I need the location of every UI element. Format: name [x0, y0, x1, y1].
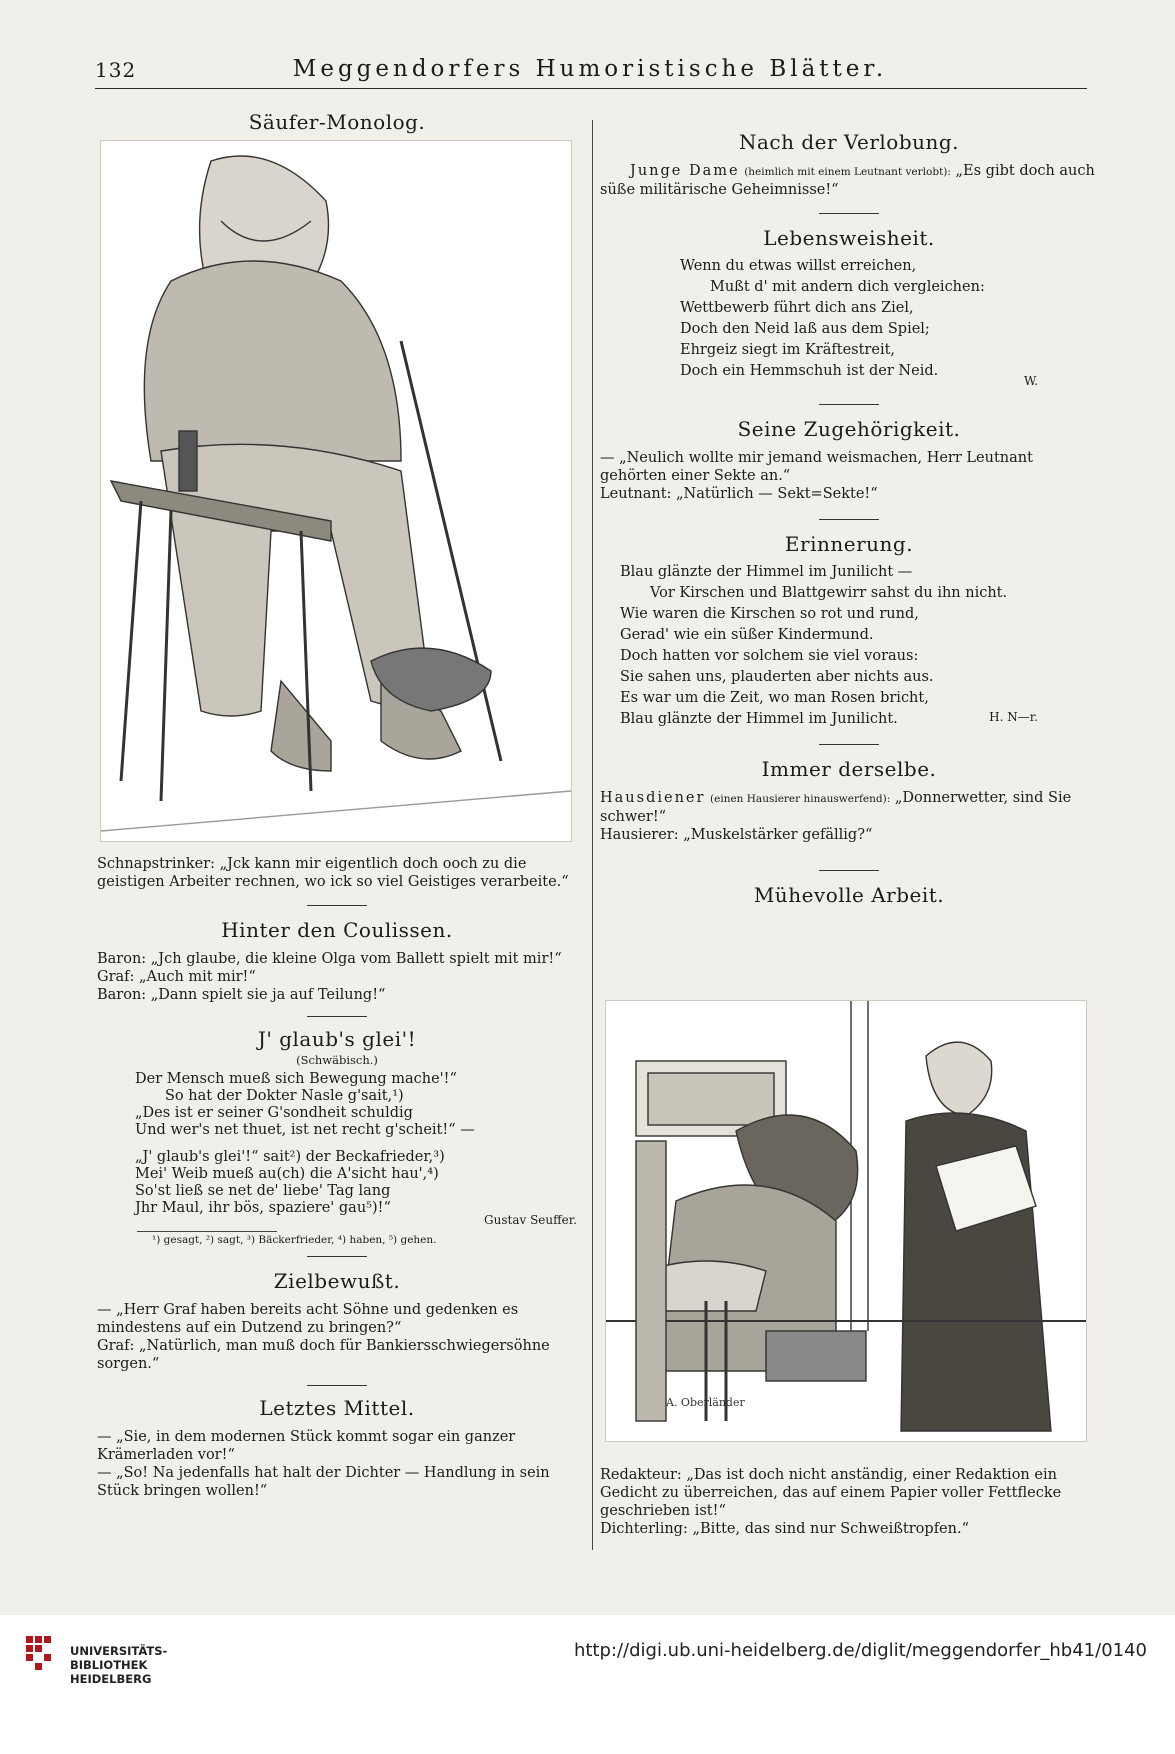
drinker-illustration: [100, 140, 572, 842]
saeufer-title: Säufer-Monolog.: [248, 110, 426, 134]
poem-line: Mußt d' mit andern dich vergleichen:: [710, 279, 985, 295]
lebensweisheit-title: Lebensweisheit.: [763, 226, 935, 250]
poem-line: Blau glänzte der Himmel im Junilicht —: [620, 564, 913, 580]
mittel-text: [97, 1428, 577, 1500]
library-name-line: UNIVERSITÄTS-: [70, 1644, 168, 1658]
separator: [307, 1385, 367, 1386]
header-rule: [95, 88, 1087, 89]
glaubs-footnote: ¹) gesagt, ²) sagt, ³) Bäckerfrieder, ⁴) haben, ⁵) gehen.: [152, 1234, 437, 1246]
source-url-link[interactable]: http://digi.ub.uni-heidelberg.de/diglit/meggendorfer_hb41/0140: [573, 1640, 1147, 1661]
poem-line: Mei' Weib mueß au(ch) die A'sicht hau',⁴): [135, 1166, 439, 1182]
poem-line: Doch den Neid laß aus dem Spiel;: [680, 321, 930, 337]
mittel-line: — „So! Na jedenfalls hat halt der Dichter — Handlung in sein Stück bringen wollen!“: [97, 1465, 550, 1499]
arbeit-line: Dichterling: „Bitte, das sind nur Schweißtropfen.“: [600, 1521, 969, 1537]
lebensweisheit-signature: W.: [1023, 374, 1038, 388]
right-column: [600, 130, 1098, 907]
poem-line: Wettbewerb führt dich ans Ziel,: [680, 300, 914, 316]
journal-title: Meggendorfers Humoristische Blätter.: [292, 56, 888, 82]
mittel-line: — „Sie, in dem modernen Stück kommt sogar ein ganzer Krämerladen vor!“: [97, 1429, 516, 1463]
zielbewusst-title: Zielbewußt.: [273, 1269, 401, 1293]
erinnerung-signature: H. N—r.: [989, 710, 1038, 724]
glaubs-title: J' glaub's glei'!: [257, 1027, 417, 1051]
mittel-title: Letztes Mittel.: [259, 1396, 415, 1420]
zugehoerigkeit-line: — „Neulich wollte mir jemand weismachen, Herr Leutnant gehörten einer Sekte an.“: [600, 450, 1033, 484]
saeufer-caption: Schnapstrinker: „Jck kann mir eigentlich doch ooch zu die geistigen Arbeiter rechnen, wo ick so viel Geistiges verarbeite.“: [97, 856, 569, 890]
zugehoerigkeit-line: Leutnant: „Natürlich — Sekt=Sekte!“: [600, 486, 878, 502]
coulissen-title: Hinter den Coulissen.: [221, 918, 453, 942]
derselbe-text: [600, 789, 1098, 844]
poem-line: Ehrgeiz siegt im Kräftestreit,: [680, 342, 896, 358]
coulissen-line: Baron: „Dann spielt sie ja auf Teilung!“: [97, 987, 386, 1003]
poem-line: Es war um die Zeit, wo man Rosen bricht,: [620, 690, 929, 706]
poem-line: Sie sahen uns, plauderten aber nichts aus.: [620, 669, 934, 685]
poem-line: Und wer's net thuet, ist net recht g'scheit!“ —: [135, 1122, 475, 1138]
lebensweisheit-poem: [680, 256, 1098, 382]
zielbewusst-text: [97, 1301, 577, 1373]
arbeit-text: [600, 1466, 1098, 1538]
library-name-line: BIBLIOTHEK: [70, 1658, 148, 1672]
poem-line: „Des ist er seiner G'sondheit schuldig: [135, 1105, 413, 1121]
verlobung-quote: „Es gibt doch auch süße militärische Geheimnisse!“: [600, 163, 1095, 198]
verlobung-title: Nach der Verlobung.: [738, 130, 960, 154]
artist-signature: A. Oberländer: [666, 1396, 745, 1409]
separator: [819, 404, 879, 405]
editor-illustration: [605, 1000, 1087, 1442]
poem-line: Doch ein Hemmschuh ist der Neid.: [680, 363, 939, 379]
verlobung-note: (heimlich mit einem Leutnant verlobt):: [744, 166, 951, 178]
poem-line: So'st ließ se net de' liebe' Tag lang: [135, 1183, 391, 1199]
separator: [819, 213, 879, 214]
verlobung-text: [600, 162, 1098, 199]
separator: [307, 1016, 367, 1017]
poem-line: Wenn du etwas willst erreichen,: [680, 258, 917, 274]
library-name: [70, 1644, 167, 1686]
glaubs-subtitle: (Schwäbisch.): [296, 1053, 378, 1067]
poem-line: Wie waren die Kirschen so rot und rund,: [620, 606, 919, 622]
footer-bar: [0, 1615, 1175, 1754]
derselbe-speaker: Hausdiener: [600, 790, 706, 806]
separator: [819, 744, 879, 745]
glaubs-stanza-2: [135, 1149, 577, 1217]
page-header: [95, 52, 1085, 92]
coulissen-text: [97, 950, 577, 1004]
separator: [307, 1256, 367, 1257]
zugehoerigkeit-title: Seine Zugehörigkeit.: [737, 417, 961, 441]
arbeit-title: Mühevolle Arbeit.: [753, 883, 945, 907]
derselbe-quote: „Donnerwetter, sind Sie schwer!“: [600, 790, 1072, 825]
poem-line: Jhr Maul, ihr bös, spaziere' gau⁵)!“: [135, 1200, 391, 1216]
poem-line: Gerad' wie ein süßer Kindermund.: [620, 627, 874, 643]
poem-line: Der Mensch mueß sich Bewegung mache'!“: [135, 1071, 457, 1087]
library-name-line: HEIDELBERG: [70, 1672, 152, 1686]
left-column: [97, 110, 577, 134]
page-number: 132: [95, 58, 137, 82]
zielbewusst-line: Graf: „Natürlich, man muß doch für Bankiersschwiegersöhne sorgen.“: [97, 1338, 550, 1372]
glaubs-author: Gustav Seuffer.: [484, 1213, 577, 1227]
erinnerung-title: Erinnerung.: [784, 532, 914, 556]
separator: [819, 870, 879, 871]
coulissen-line: Graf: „Auch mit mir!“: [97, 969, 256, 985]
verlobung-speaker: Junge Dame: [630, 163, 740, 179]
poem-line: Blau glänzte der Himmel im Junilicht.: [620, 711, 898, 727]
poem-line: So hat der Dokter Nasle g'sait,¹): [165, 1088, 404, 1104]
saeufer-block: [97, 855, 577, 1500]
separator: [307, 905, 367, 906]
arbeit-block: [600, 1466, 1098, 1538]
footnote-rule: [137, 1231, 277, 1232]
derselbe-title: Immer derselbe.: [761, 757, 937, 781]
coulissen-line: Baron: „Jch glaube, die kleine Olga vom Ballett spielt mit mir!“: [97, 951, 562, 967]
separator: [819, 519, 879, 520]
poem-line: „J' glaub's glei'!“ sait²) der Beckafrieder,³): [135, 1149, 445, 1165]
glaubs-stanza-1: [135, 1071, 577, 1139]
library-logo: [22, 1632, 66, 1680]
derselbe-reply: Hausierer: „Muskelstärker gefällig?“: [600, 827, 873, 843]
arbeit-line: Redakteur: „Das ist doch nicht anständig, einer Redaktion ein Gedicht zu überreichen, das auf einem Papier voller Fettflecke geschrieben ist!“: [600, 1467, 1062, 1519]
derselbe-note: (einen Hausierer hinauswerfend):: [710, 793, 891, 805]
column-divider: [592, 120, 593, 1550]
zugehoerigkeit-text: [600, 449, 1098, 503]
erinnerung-poem: [620, 562, 1098, 730]
zielbewusst-line: — „Herr Graf haben bereits acht Söhne und gedenken es mindestens auf ein Dutzend zu bringen?“: [97, 1302, 519, 1336]
poem-line: Doch hatten vor solchem sie viel voraus:: [620, 648, 919, 664]
poem-line: Vor Kirschen und Blattgewirr sahst du ihn nicht.: [650, 585, 1008, 601]
